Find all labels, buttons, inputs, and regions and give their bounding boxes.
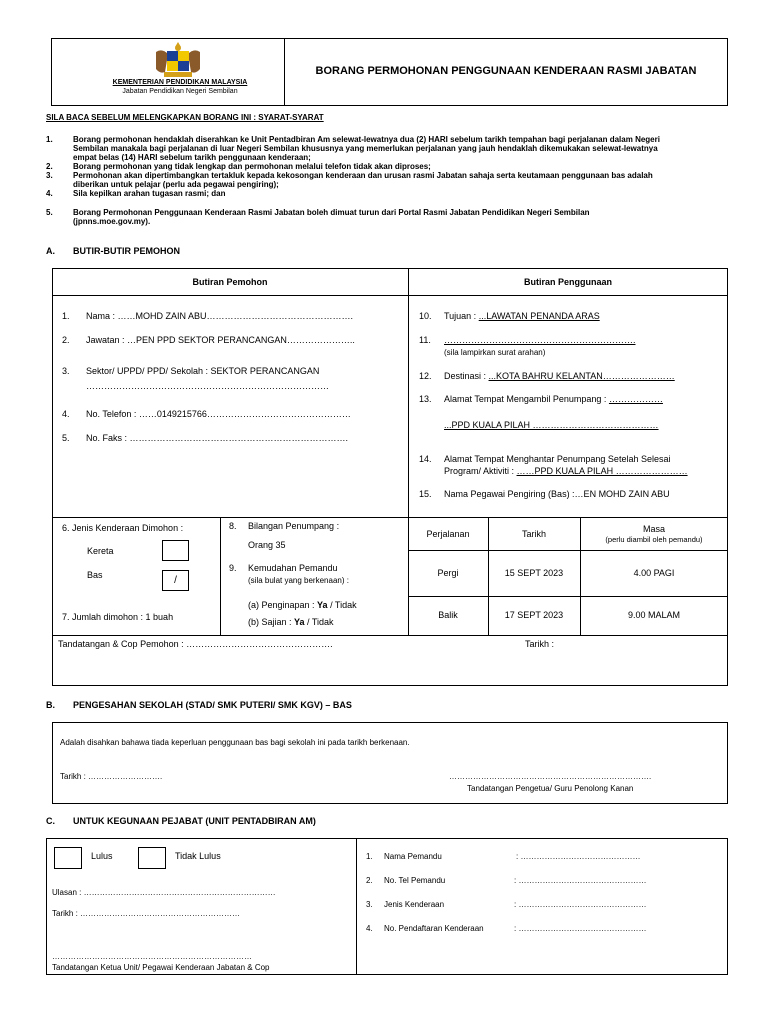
trip-col-perjalanan: Perjalanan [426,529,470,539]
section-a-title: BUTIR-BUTIR PEMOHON [73,246,180,256]
department-name: Jabatan Pendidikan Negeri Sembilan [122,88,238,95]
penginapan-ya: Ya [317,600,328,610]
form-title: BORANG PERMOHONAN PENGGUNAAN KENDERAAN RASMI JABATAN [315,65,697,77]
trip-col-tarikh: Tarikh [521,529,546,539]
condition-1-line3: empat belas (14) HARI sebelum tarikh penggunaan kenderaan; [73,153,311,162]
pemandu-label: Nama Pemandu [384,852,442,861]
field-alamat-ambil-value[interactable]: ...PPD KUALA PILAH …………………………………… [444,420,659,430]
field-11-note: (sila lampirkan surat arahan) [444,348,546,357]
ministry-name: KEMENTERIAN PENDIDIKAN MALAYSIA [112,79,248,86]
field-sektor-cont[interactable]: ……………………………………………………………………… [86,381,329,391]
ulasan-field[interactable]: Ulasan : ……………………………………………………………… [52,888,276,897]
conditions-heading: SILA BACA SEBELUM MELENGKAPKAN BORANG INI : SYARAT-SYARAT [46,113,324,122]
field-15-num: 15. [419,489,432,499]
coat-of-arms-icon [150,40,206,80]
field-8-num: 8. [229,521,237,531]
condition-2-line1: Borang permohonan yang tidak lengkap dan permohonan melalui telefon tidak akan diproses; [73,162,431,171]
section-a-col-rule [220,517,221,635]
field-nama[interactable]: Nama : ……MOHD ZAIN ABU…………………………………………. [86,311,354,321]
butiran-pemohon-header: Butiran Pemohon [192,277,268,287]
penginapan-tidak: / Tidak [327,600,357,610]
section-b-date[interactable]: Tarikh : ………………………. [60,772,163,781]
field-alamat-hantar-value: ……PPD KUALA PILAH …………………… [516,466,688,476]
trip-row-balik-date[interactable]: 17 SEPT 2023 [504,610,564,620]
tel-pemandu-field[interactable]: : ………………………………………… [514,876,647,885]
trip-row-pergi-date[interactable]: 15 SEPT 2023 [504,568,564,578]
field-destinasi-value: ...KOTA BAHRU KELANTAN…………………… [488,371,675,381]
field-pegawai-pengiring[interactable]: Nama Pegawai Pengiring (Bas) :…EN MOHD ZAIN ABU [444,489,670,499]
field-alamat-ambil[interactable] [444,394,663,404]
section-b-title: PENGESAHAN SEKOLAH (STAD/ SMK PUTERI/ SMK KGV) – BAS [73,700,352,710]
field-13-num: 13. [419,394,432,404]
section-b-sign-dots[interactable]: …………………………………………………………………. [449,772,652,781]
condition-4-line1: Sila kepilkan arahan tugasan rasmi; dan [73,189,226,198]
kereta-label: Kereta [87,546,114,556]
trip-row-balik-time[interactable]: 9.00 MALAM [627,610,681,620]
section-a-table [52,268,728,686]
jenis-kenderaan-num: 3. [366,900,373,909]
condition-3-line1: Permohonan akan dipertimbangkan tertakluk kepada kekosongan kenderaan dan urusan rasmi Jabatan sahaja serta keutamaan penggunaan bas adalah [73,171,653,180]
section-c-divider [356,838,357,975]
sajian-label: (b) Sajian : [248,617,295,627]
kemudahan-pemandu-label: Kemudahan Pemandu [248,563,338,573]
field-4-num: 4. [62,409,70,419]
section-a-sign-rule [52,635,728,636]
trip-table-header-rule [408,550,728,551]
trip-col-masa: Masa [642,524,665,534]
trip-col-masa-note: (perlu diambil oleh pemandu) [605,535,703,544]
lulus-checkbox[interactable] [54,847,82,869]
jenis-kenderaan-field[interactable]: : ………………………………………… [514,900,647,909]
no-pendaftaran-label: No. Pendaftaran Kenderaan [384,924,484,933]
field-10-num: 10. [419,311,432,321]
field-5-num: 5. [62,433,70,443]
condition-1-num: 1. [46,135,53,144]
condition-3-num: 3. [46,171,53,180]
field-11-value[interactable]: ………………………………………………………. [444,335,636,345]
field-tujuan-label: Tujuan : [444,311,479,321]
condition-1-line2: Sembilan manakala bagi perjalanan di luar Negeri Sembilan khususnya yang memerlukan perjalanan yang jauh hendaklah dikemukakan selewat-lewatnya [73,144,658,153]
pemandu-num: 1. [366,852,373,861]
pemandu-field[interactable]: : ……………………………………… [516,852,641,861]
bas-checkbox-mark: / [174,575,177,586]
field-9-num: 9. [229,563,237,573]
trip-table-row-rule [408,596,728,597]
field-2-num: 2. [62,335,70,345]
section-c-sign-dots[interactable]: ………………………………………………………………… [52,952,252,961]
section-a-letter: A. [46,246,55,256]
field-alamat-ambil-label: Alamat Tempat Mengambil Penumpang : [444,394,609,404]
field-tujuan[interactable] [444,311,600,321]
penginapan-label: (a) Penginapan : [248,600,318,610]
kemudahan-pemandu-note: (sila bulat yang berkenaan) : [248,576,349,585]
section-b-sign-label: Tandatangan Pengetua/ Guru Penolong Kanan [467,784,634,793]
butiran-penggunaan-header: Butiran Penggunaan [523,277,612,287]
section-a-lower-rule [52,517,728,518]
section-b-statement: Adalah disahkan bahawa tiada keperluan penggunaan bas bagi sekolah ini pada tarikh berkenaan. [60,738,410,747]
applicant-date-label[interactable]: Tarikh : [525,639,555,649]
section-c-sign-label: Tandatangan Ketua Unit/ Pegawai Kenderaan Jabatan & Cop [52,963,270,972]
condition-2-num: 2. [46,162,53,171]
kereta-checkbox[interactable] [162,540,189,561]
section-b-letter: B. [46,700,55,710]
condition-3-line2: diberikan untuk pelajar (perlu ada pegawai pengiring); [73,180,279,189]
jumlah-dimohon[interactable]: 7. Jumlah dimohon : 1 buah [62,612,174,622]
sajian-option[interactable] [248,617,334,627]
trip-row-pergi-label: Pergi [437,568,459,578]
trip-row-pergi-time[interactable]: 4.00 PAGI [633,568,675,578]
field-11-num: 11. [419,335,431,345]
no-pendaftaran-num: 4. [366,924,373,933]
field-alamat-hantar[interactable] [444,466,688,476]
condition-5-line2: (jpnns.moe.gov.my). [73,217,151,226]
field-destinasi[interactable] [444,371,675,381]
field-jawatan[interactable]: Jawatan : …PEN PPD SEKTOR PERANCANGAN………………….. [86,335,355,345]
sajian-ya: Ya [294,617,305,627]
lulus-label: Lulus [91,851,113,861]
field-sektor[interactable]: Sektor/ UPPD/ PPD/ Sekolah : SEKTOR PERANCANGAN [86,366,320,376]
field-14-num: 14. [419,454,432,464]
tel-pemandu-label: No. Tel Pemandu [384,876,446,885]
applicant-signature[interactable]: Tandatangan & Cop Pemohon : …………………………………………. [58,639,333,649]
bilangan-penumpang-value[interactable]: Orang 35 [248,540,286,550]
penginapan-option[interactable] [248,600,357,610]
section-a-center-rule [408,268,409,635]
condition-4-num: 4. [46,189,53,198]
bilangan-penumpang-label: Bilangan Penumpang : [248,521,340,531]
header-divider [284,38,285,106]
field-14-line1: Alamat Tempat Menghantar Penumpang Setelah Selesai [444,454,671,464]
field-telefon[interactable]: No. Telefon : ……0149215766………………………………………… [86,409,351,419]
trip-row-balik-label: Balik [438,610,458,620]
field-alamat-ambil-dots: ……………… [608,394,663,404]
section-c-title: UNTUK KEGUNAAN PEJABAT (UNIT PENTADBIRAN AM) [73,816,316,826]
tidak-lulus-label: Tidak Lulus [175,851,221,861]
field-tujuan-value: ...LAWATAN PENANDA ARAS [478,311,600,321]
sajian-tidak: / Tidak [304,617,334,627]
field-destinasi-label: Destinasi : [444,371,489,381]
no-pendaftaran-field[interactable]: : ………………………………………… [514,924,647,933]
tel-pemandu-num: 2. [366,876,373,885]
section-c-letter: C. [46,816,55,826]
field-3-num: 3. [62,366,70,376]
field-alamat-hantar-label: Program/ Aktiviti : [444,466,517,476]
bas-label: Bas [87,570,103,580]
field-faks[interactable]: No. Faks : ………………………………………………………………. [86,433,349,443]
field-12-num: 12. [419,371,432,381]
tarikh-field[interactable]: Tarikh : …………………………………………………… [52,909,241,918]
condition-5-line1: Borang Permohonan Penggunaan Kenderaan Rasmi Jabatan boleh dimuat turun dari Portal Rasmi Jabatan Pendidikan Negeri Sembilan [73,208,590,217]
jenis-kenderaan-label: Jenis Kenderaan [384,900,445,909]
condition-5-num: 5. [46,208,53,217]
condition-1-line1: Borang permohonan hendaklah diserahkan ke Unit Pentadbiran Am selewat-lewatnya dua (2) HARI sebelum tarikh tempahan bagi perjalanan dalam Negeri [73,135,660,144]
section-a-header-rule [52,295,728,296]
vehicle-type-label: 6. Jenis Kenderaan Dimohon : [62,523,184,533]
field-1-num: 1. [62,311,70,321]
tidak-lulus-checkbox[interactable] [138,847,166,869]
